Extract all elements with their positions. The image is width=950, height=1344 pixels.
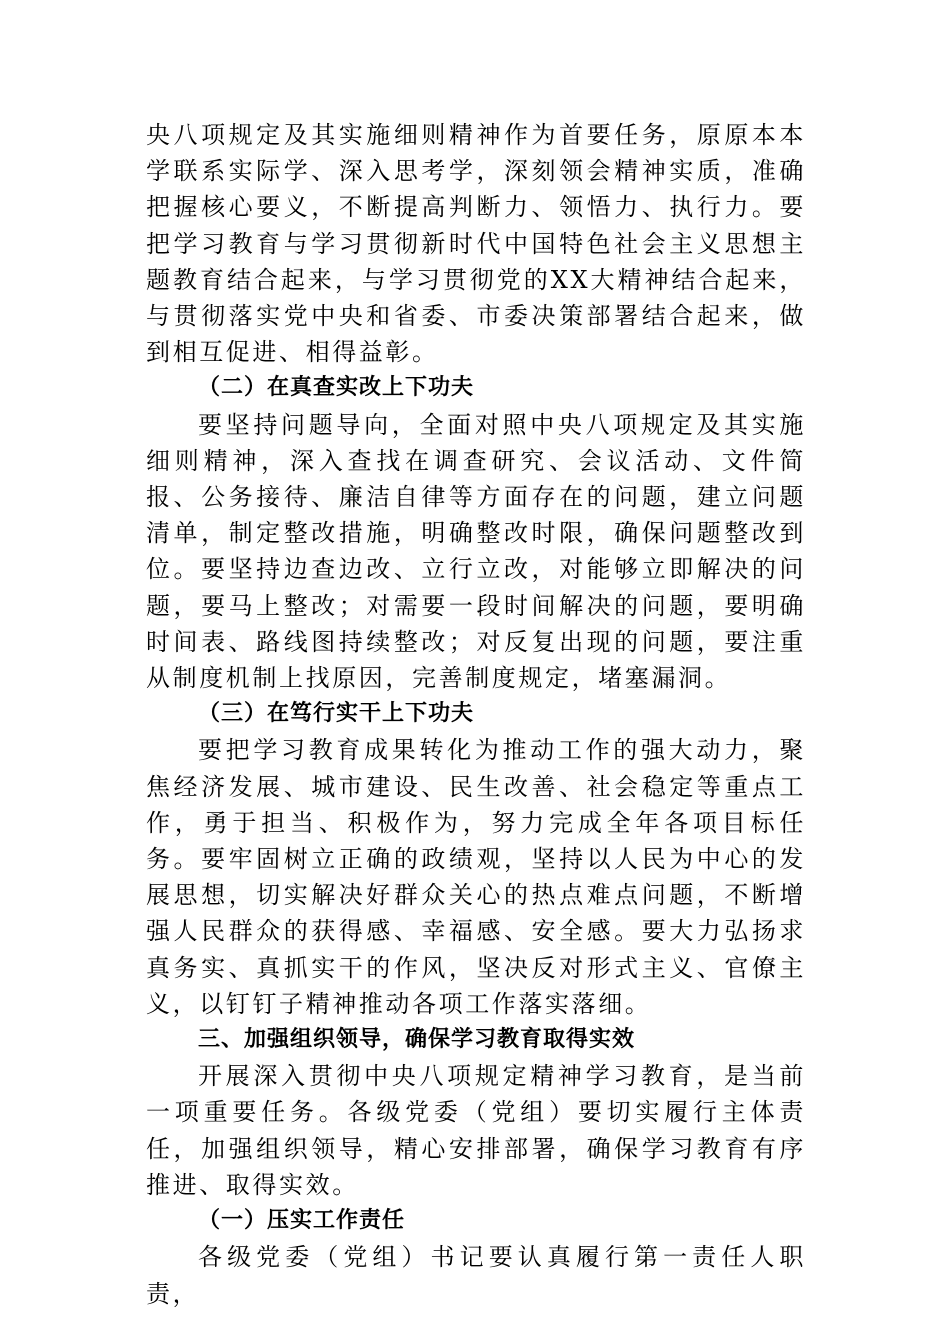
paragraph-practice: 要把学习教育成果转化为推动工作的强大动力，聚焦经济发展、城市建设、民生改善、社会稳定等重点工作，勇于担当、积极作为，努力完成全年各项目标任务。要牢固树立正确的政绩观，坚持以人民为中心的发展思想，切实解决好群众关心的热点难点问题，不断增强人民群众的获得感、幸福感、安全感。要大力弘扬求真务实、真抓实干的作风，坚决反对形式主义、官僚主义，以钉钉子精神推动各项工作落实落细。	[146, 736, 806, 1018]
document-page	[146, 117, 806, 1312]
paragraph-continued: 央八项规定及其实施细则精神作为首要任务，原原本本学联系实际学、深入思考学，深刻领会精神实质，准确把握核心要义，不断提高判断力、领悟力、执行力。要把学习教育与学习贯彻新时代中国特色社会主义思想主题教育结合起来，与学习贯彻党的XX大精神结合起来，与贯彻落实党中央和省委、市委决策部署结合起来，做到相互促进、相得益彰。	[146, 121, 806, 367]
paragraph-rectification: 要坚持问题导向，全面对照中央八项规定及其实施细则精神，深入查找在调查研究、会议活动、文件简报、公务接待、廉洁自律等方面存在的问题，建立问题清单，制定整改措施，明确整改时限，确保问题整改到位。要坚持边查边改、立行立改，对能够立即解决的问题，要马上整改；对需要一段时间解决的问题，要明确时间表、路线图持续整改；对反复出现的问题，要注重从制度机制上找原因，完善制度规定，堵塞漏洞。	[146, 410, 806, 693]
main-heading-3: 三、加强组织领导，确保学习教育取得实效	[198, 1027, 636, 1053]
section-heading-3: （三）在笃行实干上下功夫	[198, 701, 475, 727]
section-heading-2: （二）在真查实改上下功夫	[198, 375, 475, 401]
section-heading-1: （一）压实工作责任	[198, 1208, 406, 1234]
paragraph-responsibility: 各级党委（党组）书记要认真履行第一责任人职责，	[146, 1243, 806, 1308]
paragraph-organization: 开展深入贯彻中央八项规定精神学习教育，是当前一项重要任务。各级党委（党组）要切实履行主体责任，加强组织领导，精心安排部署，确保学习教育有序推进、取得实效。	[146, 1062, 806, 1199]
